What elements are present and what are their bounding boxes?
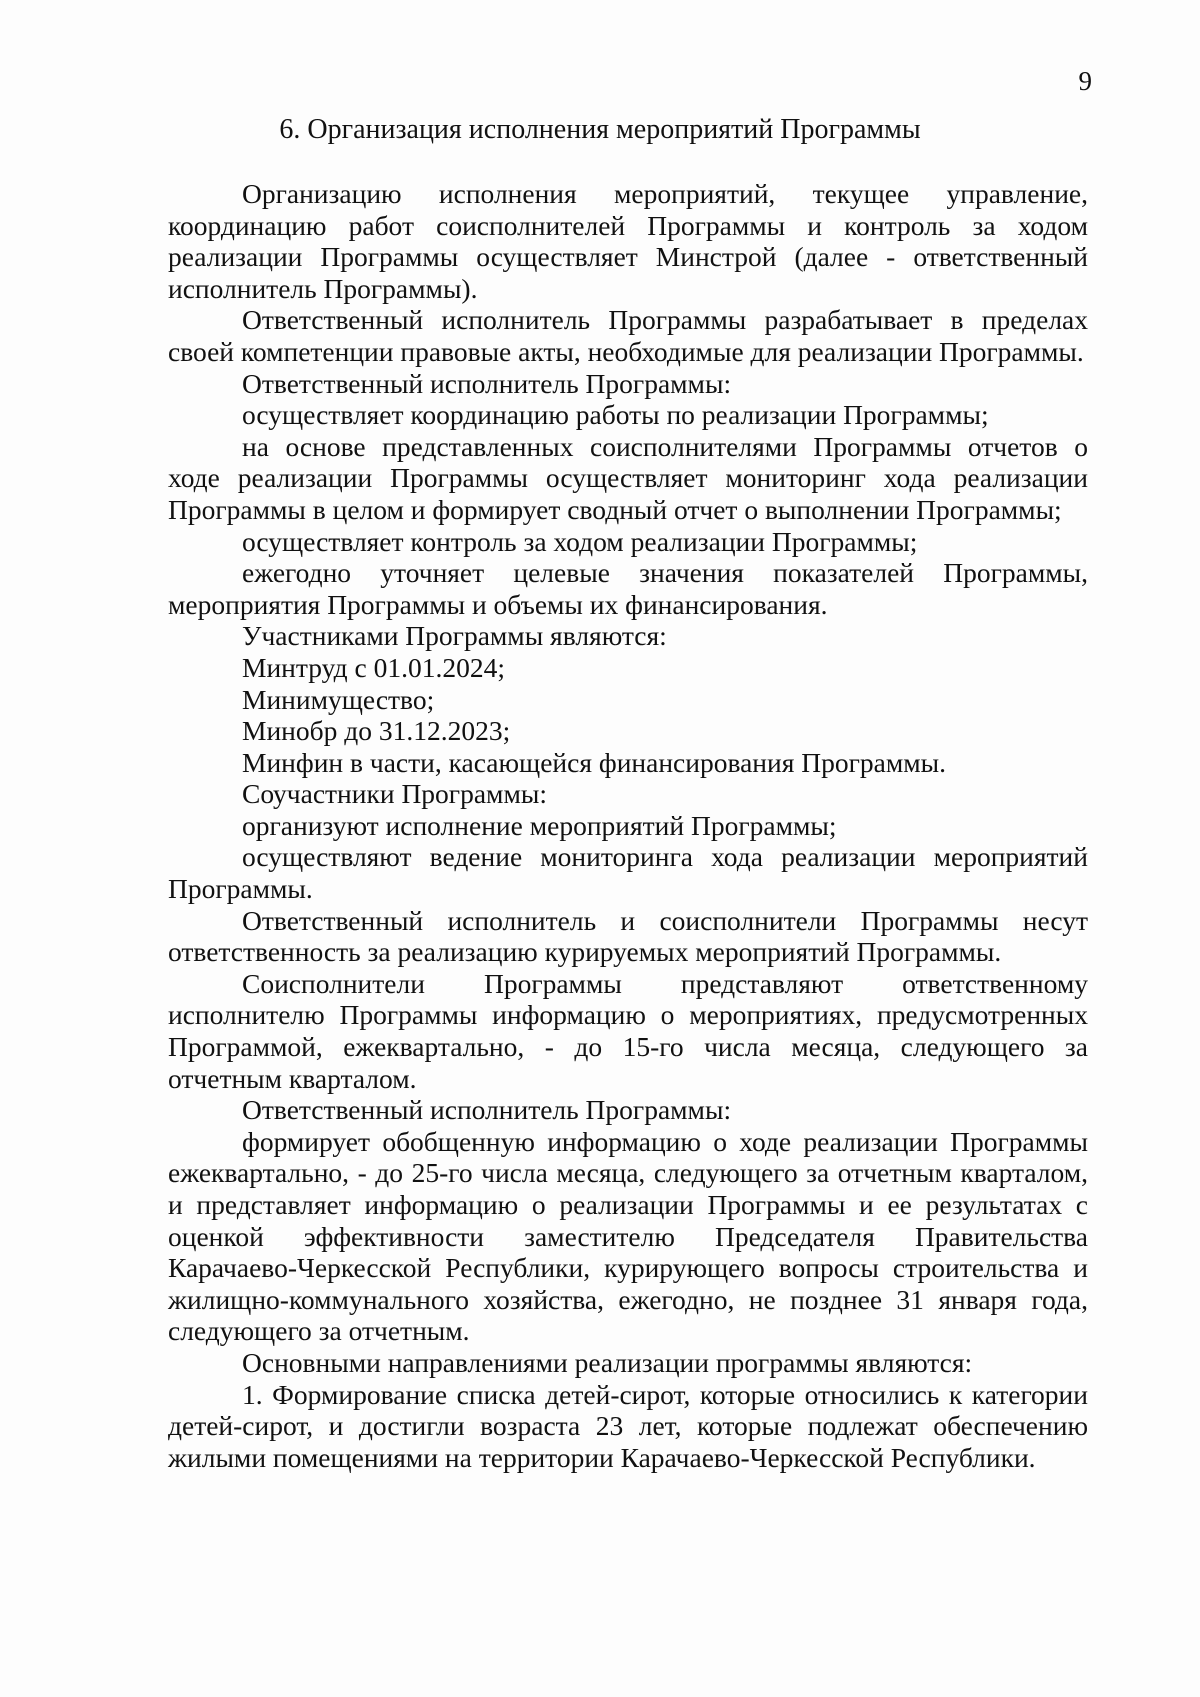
paragraph: Ответственный исполнитель Программы: [242,1094,732,1126]
paragraph: на основе представленных соисполнителями Программы отчетов о ходе реализации Программы осуществляет мониторинг хода реализации Программы в целом и формирует сводный отчет о выполнении Программы; [168,430,1088,525]
paragraph: Минобр до 31.12.2023; [242,715,511,747]
paragraph: осуществляют ведение мониторинга хода реализации мероприятий Программы. [168,841,1088,905]
paragraph: осуществляет координацию работы по реализации Программы; [242,399,989,431]
paragraph: Соучастники Программы: [242,778,547,810]
paragraph: организуют исполнение мероприятий Программы; [242,809,837,841]
paragraph: Организацию исполнения мероприятий, текущее управление, координацию работ соисполнителей Программы и контроль за ходом реализации Программы осуществляет Минстрой (далее - ответственный исполнитель Программы). [168,178,1088,304]
paragraph: Ответственный исполнитель Программы: [242,367,732,399]
page-number: 9 [1078,66,1092,96]
paragraph: 1. Формирование списка детей-сирот, которые относились к категории детей-сирот, и достигли возраста 23 лет, которые подлежат обеспечению жилыми помещениями на территории Карачаево-Черкесской Республики. [168,1378,1088,1473]
paragraph: Минтруд с 01.01.2024; [242,651,505,683]
paragraph: Минимущество; [242,683,435,715]
section-title: 6. Организация исполнения мероприятий Программы [279,114,921,145]
paragraph: Ответственный исполнитель и соисполнители Программы несут ответственность за реализацию курируемых мероприятий Программы. [168,904,1088,968]
paragraph: Ответственный исполнитель Программы разрабатывает в пределах своей компетенции правовые акты, необходимые для реализации Программы. [168,304,1088,367]
paragraph: формирует обобщенную информацию о ходе реализации Программы ежеквартально, - до 25-го числа месяца, следующего за отчетным кварталом, и представляет информацию о реализации Программы и ее результатах с оценкой эффективности заместителю Председателя Правительства Карачаево-Черкесской Республики, курирующего вопросы строительства и жилищно-коммунального хозяйства, ежегодно, не позднее 31 января года, следующего за отчетным. [168,1125,1088,1347]
paragraph: Минфин в части, касающейся финансирования Программы. [242,746,947,778]
paragraph: ежегодно уточняет целевые значения показателей Программы, мероприятия Программы и объемы их финансирования. [168,557,1088,620]
paragraph: осуществляет контроль за ходом реализации Программы; [242,525,918,557]
paragraph: Участниками Программы являются: [242,620,667,652]
paragraph: Соисполнители Программы представляют ответственному исполнителю Программы информацию о мероприятиях, предусмотренных Программой, ежеквартально, - до 15-го числа месяца, следующего за отчетным кварталом. [168,967,1088,1094]
body-text [168,178,1088,1473]
paragraph: Основными направлениями реализации программы являются: [242,1346,973,1378]
